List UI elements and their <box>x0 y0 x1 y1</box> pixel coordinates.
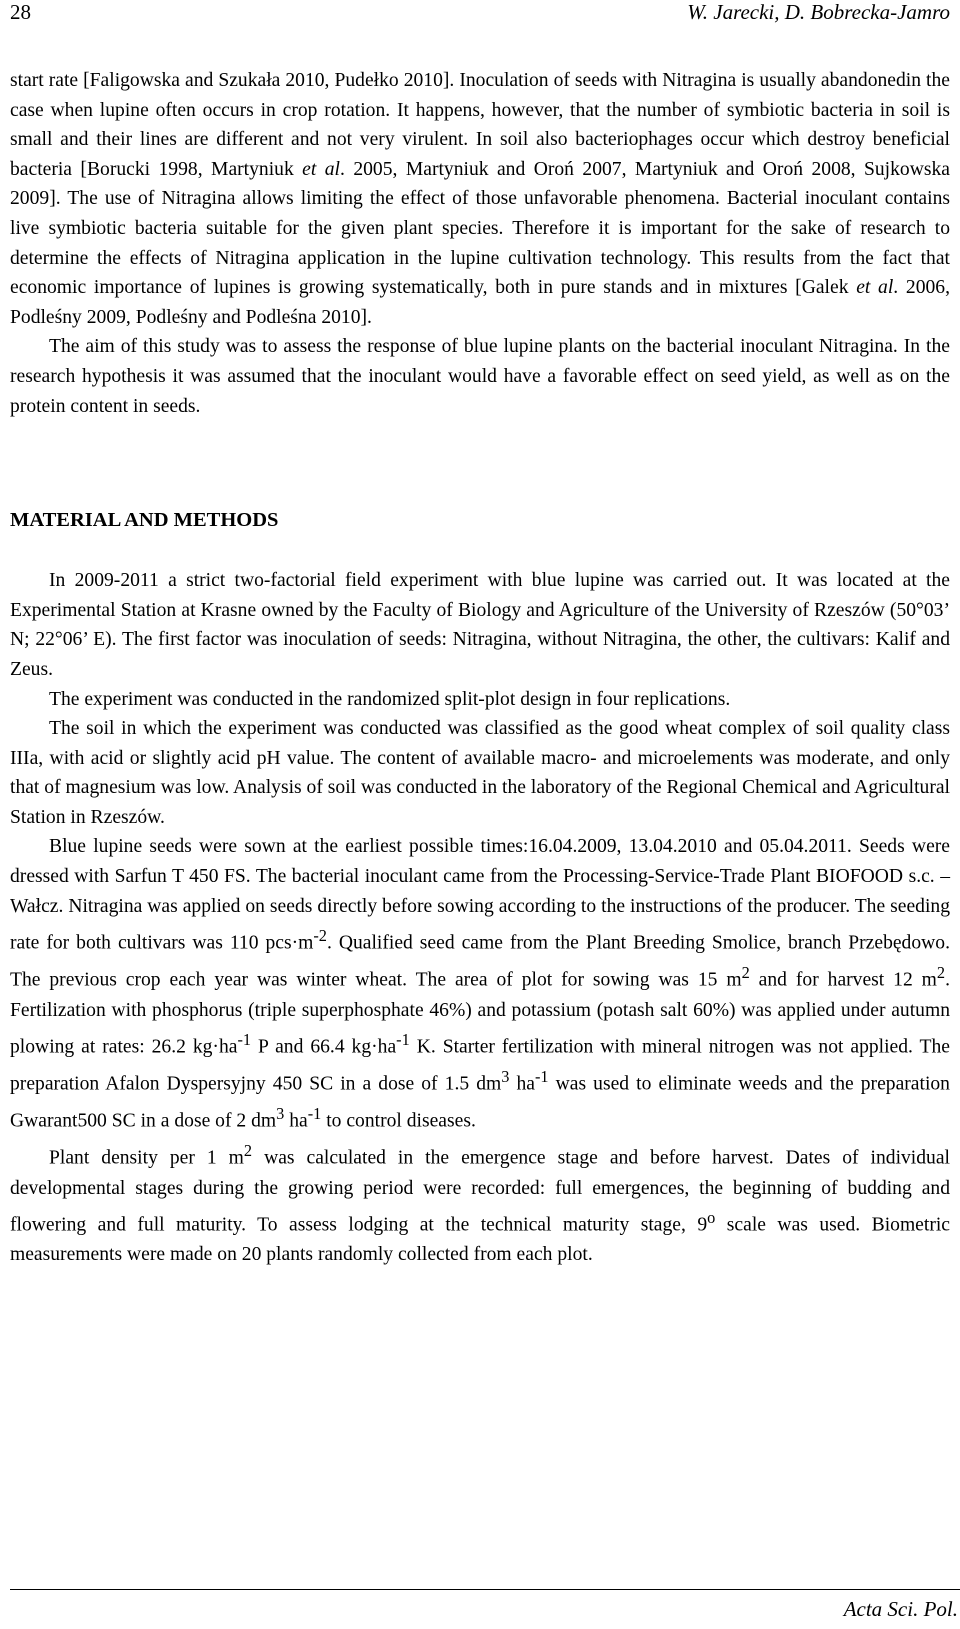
text-run: The aim of this study was to assess the response of blue lupine plants on the bacterial inoculant Nitragina. In the research hypothesis it was assumed that the inoculant would have a favorable effect on seed yield, as well as on the protein content in seeds. <box>10 336 950 417</box>
text-run: and for harvest 12 m <box>749 969 937 991</box>
text-run: ha <box>509 1073 535 1095</box>
text-run: start rate [Faligowska and Szukała 2010, Pudełko 2010]. Inoculation of seeds with Nitragina is usually abandonedin the case when lupine often occurs in crop rotation. It happens, however, that the number of symbiotic bacteria in soil is small and their lines are different and not very virulent. In soil also bacteriophages occur which destroy beneficial bacteria [Borucki 1998, Martyniuk <box>10 70 950 180</box>
footer-journal-name: Acta Sci. Pol. <box>843 1597 958 1621</box>
superscript-run: -1 <box>307 1104 322 1124</box>
superscript-run: -1 <box>534 1067 549 1087</box>
text-run: Plant density per 1 m <box>49 1148 244 1169</box>
text-run: K. Starter fertilization with mineral nitrogen was not applied. The preparation Afalon Dyspersyjny 450 SC in a dose of 1.5 dm <box>10 1036 950 1095</box>
section-heading-material-methods: MATERIAL AND METHODS <box>10 509 279 532</box>
text-run: . 2005, Martyniuk and Oroń 2007, Martyniuk and Oroń 2008, Sujkowska 2009]. The use of Nitragina allows limiting the effect of those unfavorable phenomena. Bacterial inoculant contains live symbiotic bacteria suitable for the given plant species. Therefore it is important for the sake of research to determine the effects of Nitragina application in the lupine cultivation technology. This results from the fact that economic importance of lupines is growing systematically, both in pure stands and in mixtures [Galek <box>10 158 950 299</box>
page-number: 28 <box>10 0 31 24</box>
superscript-run: 2 <box>741 963 750 983</box>
superscript-run: -1 <box>237 1030 252 1050</box>
text-run: The experiment was conducted in the randomized split-plot design in four replications. <box>49 688 731 710</box>
intro-paragraph-aim <box>10 332 950 421</box>
superscript-run: -2 <box>313 926 327 946</box>
text-run: In 2009-2011 a strict two-factorial field experiment with blue lupine was carried out. It was located at the Experimental Station at Krasne owned by the Faculty of Biology and Agriculture of the University of Rzeszów (50°03’ N; 22°06’ E). The first factor was inoculation of seeds: Nitragina, without Nitragina, the other, the cultivars: Kalif and Zeus. <box>10 570 950 680</box>
superscript-run: 2 <box>936 963 946 983</box>
italic-run: et al <box>856 277 894 299</box>
methods-paragraph-sowing <box>10 832 950 1136</box>
italic-run: et al <box>302 158 340 180</box>
text-run: The soil in which the experiment was conducted was classified as the good wheat complex of soil quality class IIIa, with acid or slightly acid pH value. The content of available macro- and microelements was moderate, and only that of magnesium was low. Analysis of soil was conducted in the laboratory of the Regional Chemical and Agricultural Station in Rzeszów. <box>10 718 950 828</box>
section-spacer <box>10 421 950 506</box>
text-run: . Fertilization with phosphorus (triple superphosphate 46%) and potassium (potash salt 60%) was applied under autumn plowing at rates: 26.2 kg·ha <box>10 969 950 1058</box>
superscript-run: 3 <box>276 1104 285 1124</box>
article-body <box>10 66 950 1270</box>
superscript-run: o <box>707 1208 716 1228</box>
superscript-run: 3 <box>501 1067 510 1087</box>
methods-paragraph-design <box>10 685 950 715</box>
superscript-run: -1 <box>396 1030 410 1050</box>
text-run: Blue lupine seeds were sown at the earliest possible times:16.04.2009, 13.04.2010 and 05.04.2011. Seeds were dressed with Sarfun T 450 FS. The bacterial inoculant came from the Processing-Service-Trade Plant BIOFOOD s.c. – Wałcz. Nitragina was applied on seeds directly before sowing according to the instructions of the producer. The seeding rate for both cultivars was 110 pcs·m <box>10 836 950 954</box>
methods-paragraph-soil <box>10 714 950 832</box>
methods-paragraph-experiment <box>10 566 950 684</box>
page-header <box>10 0 950 28</box>
text-run: . Qualified seed came from the Plant Breeding Smolice, branch Przebędowo. The previous crop each year was winter wheat. The area of plot for sowing was 15 m <box>10 932 950 991</box>
text-run: was calculated in the emergence stage and before harvest. Dates of individual developmental stages during the growing period were recorded: full emergences, the beginning of budding and flowering and full maturity. To assess lodging at the technical maturity stage, 9 <box>10 1148 950 1236</box>
methods-paragraph-measurements <box>10 1136 950 1269</box>
superscript-run: 2 <box>243 1141 253 1161</box>
text-run: scale was used. Biometric measurements were made on 20 plants randomly collected from each plot. <box>10 1214 950 1266</box>
text-run: was used to eliminate weeds and the preparation Gwarant500 SC in a dose of 2 dm <box>10 1073 950 1132</box>
text-run: to control diseases. <box>321 1110 476 1132</box>
running-head-authors: W. Jarecki, D. Bobrecka-Jamro <box>687 0 950 24</box>
text-run: ha <box>284 1110 308 1132</box>
text-run: P and 66.4 kg·ha <box>251 1036 397 1058</box>
intro-paragraph-1 <box>10 66 950 332</box>
text-run: . 2006, Podleśny 2009, Podleśny and Podleśna 2010]. <box>10 277 950 328</box>
footer-rule <box>10 1589 960 1590</box>
